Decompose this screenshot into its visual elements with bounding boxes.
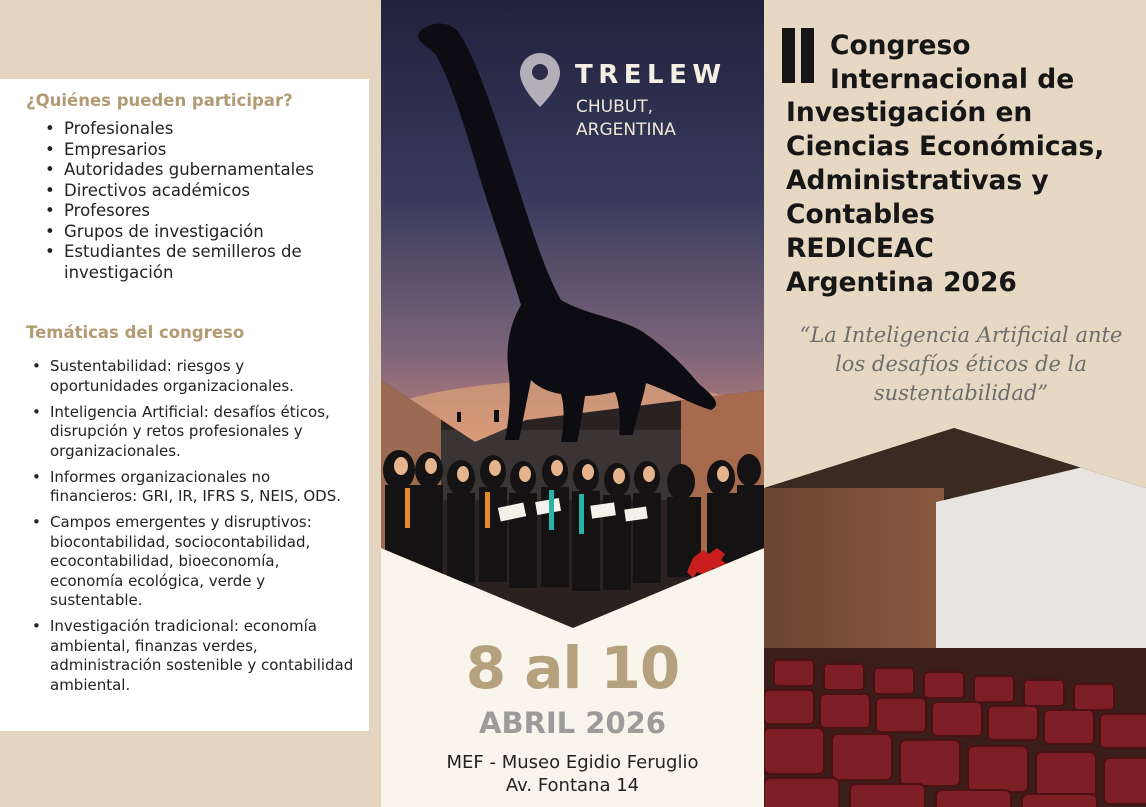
participants-title: ¿Quiénes pueden participar? xyxy=(26,91,293,110)
list-item: • Inteligencia Artificial: desafíos éticos, disrupción y retos profesionales y organizacionales. xyxy=(32,403,355,462)
title-line: Administrativas y xyxy=(786,165,1049,196)
event-month-year: ABRIL 2026 xyxy=(479,706,666,740)
list-item: • Informes organizacionales no financieros: GRI, IR, IFRS S, NEIS, ODS. xyxy=(32,468,355,507)
map-pin-icon xyxy=(518,51,562,109)
region-name xyxy=(576,96,676,142)
title-line: Congreso xyxy=(830,30,971,61)
list-item: • Profesores xyxy=(45,201,355,222)
numeral-bar xyxy=(801,28,814,83)
roman-numeral-ii xyxy=(782,28,822,83)
congress-title-top xyxy=(830,29,1074,96)
auditorium-photo xyxy=(764,428,1146,807)
event-venue xyxy=(381,751,764,797)
topics-title: Temáticas del congreso xyxy=(26,323,245,342)
list-item: • Sustentabilidad: riesgos y oportunidades organizacionales. xyxy=(32,357,355,396)
motto-line: los desafíos éticos de la xyxy=(835,352,1087,376)
title-line: Contables xyxy=(786,199,935,230)
region-line: ARGENTINA xyxy=(576,120,676,140)
venue-address: Av. Fontana 14 xyxy=(505,775,640,796)
list-item: • Autoridades gubernamentales xyxy=(45,160,355,181)
title-line: REDICEAC xyxy=(786,233,934,264)
numeral-bar xyxy=(782,28,795,83)
region-line: CHUBUT, xyxy=(576,97,653,117)
left-info-card xyxy=(0,79,369,731)
list-item: • Campos emergentes y disruptivos: biocontabilidad, sociocontabilidad, ecocontabilidad, bioeconomía, economía ecológica, verde y sustentable. xyxy=(32,513,355,611)
list-item: • Directivos académicos xyxy=(45,181,355,202)
right-panel xyxy=(764,0,1146,807)
title-line: Argentina 2026 xyxy=(786,267,1017,298)
event-dates: 8 al 10 xyxy=(465,634,680,702)
middle-panel xyxy=(381,0,764,807)
list-item: • Estudiantes de semilleros de investigación xyxy=(45,242,355,283)
title-line: Investigación en xyxy=(786,97,1033,128)
topics-list xyxy=(32,357,355,695)
congress-title-main xyxy=(786,96,1146,300)
list-item: • Grupos de investigación xyxy=(45,222,355,243)
participants-list xyxy=(45,119,355,283)
list-item: • Profesionales xyxy=(45,119,355,140)
motto-line: sustentabilidad” xyxy=(873,381,1049,405)
city-name: TRELEW xyxy=(575,60,727,90)
list-item: • Empresarios xyxy=(45,140,355,161)
title-line: Ciencias Económicas, xyxy=(786,131,1105,162)
congress-motto xyxy=(776,321,1146,408)
venue-name: MEF - Museo Egidio Feruglio xyxy=(446,752,699,773)
title-line: Internacional de xyxy=(830,63,1075,95)
motto-line: “La Inteligencia Artificial ante xyxy=(799,323,1123,347)
list-item: • Investigación tradicional: economía ambiental, finanzas verdes, administración sostenible y contabilidad ambiental. xyxy=(32,617,355,695)
